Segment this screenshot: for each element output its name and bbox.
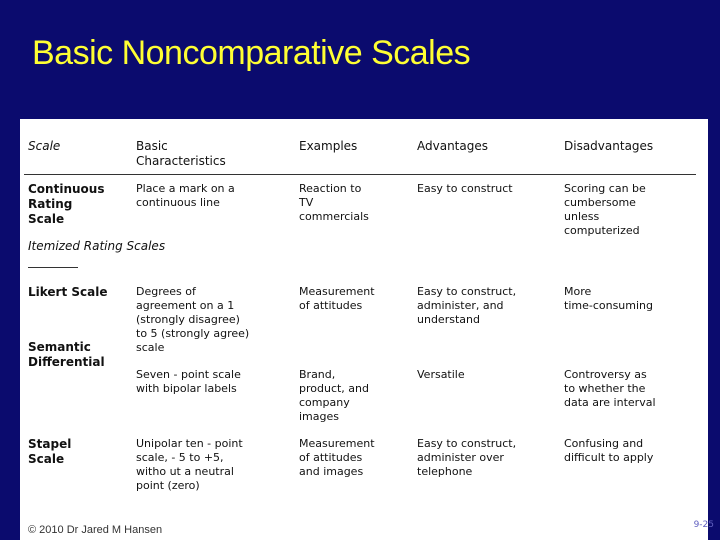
row-likert-scale: Likert Scale xyxy=(28,285,108,299)
row-likert-advantages: Easy to construct, administer, and understand xyxy=(417,285,517,326)
header-examples: Examples xyxy=(299,139,358,153)
row-continuous-disadvantages: Scoring can be cumbersome unless computerized xyxy=(564,182,646,237)
row-stapel-scale: Stapel Scale xyxy=(28,437,72,466)
itemized-label: Itemized Rating Scales xyxy=(28,239,166,253)
header-rule xyxy=(24,174,696,175)
header-advantages: Advantages xyxy=(417,139,488,153)
header-basic-characteristics: Basic Characteristics xyxy=(136,139,226,168)
slide-title: Basic Noncomparative Scales xyxy=(32,34,471,72)
row-stapel-examples: Measurement of attitudes and images xyxy=(299,437,375,478)
row-continuous-scale: Continuous Rating Scale xyxy=(28,182,105,226)
row-semantic-basic: Seven - point scale with bipolar labels xyxy=(136,368,241,395)
itemized-rule xyxy=(28,267,78,268)
row-likert-basic: Degrees of agreement on a 1 (strongly disagree) to 5 (strongly agree) scale xyxy=(136,285,250,354)
row-continuous-basic: Place a mark on a continuous line xyxy=(136,182,235,209)
row-likert-disadvantages: More time-consuming xyxy=(564,285,653,312)
header-scale: Scale xyxy=(28,139,61,153)
page-number: 9-25 xyxy=(693,520,714,530)
copyright-footer: © 2010 Dr Jared M Hansen xyxy=(28,524,163,536)
row-continuous-examples: Reaction to TV commercials xyxy=(299,182,369,223)
row-semantic-examples: Brand, product, and company images xyxy=(299,368,369,423)
row-semantic-advantages: Versatile xyxy=(417,368,465,381)
row-likert-examples: Measurement of attitudes xyxy=(299,285,375,312)
header-disadvantages: Disadvantages xyxy=(564,139,654,153)
row-semantic-scale: Semantic Differential xyxy=(28,340,105,369)
row-semantic-disadvantages: Controversy as to whether the data are interval xyxy=(564,368,656,409)
row-continuous-advantages: Easy to construct xyxy=(417,182,513,195)
row-stapel-advantages: Easy to construct, administer over telephone xyxy=(417,437,517,478)
row-stapel-disadvantages: Confusing and difficult to apply xyxy=(564,437,654,464)
row-stapel-basic: Unipolar ten - point scale, - 5 to +5, witho ut a neutral point (zero) xyxy=(136,437,243,492)
scales-table xyxy=(20,119,708,540)
